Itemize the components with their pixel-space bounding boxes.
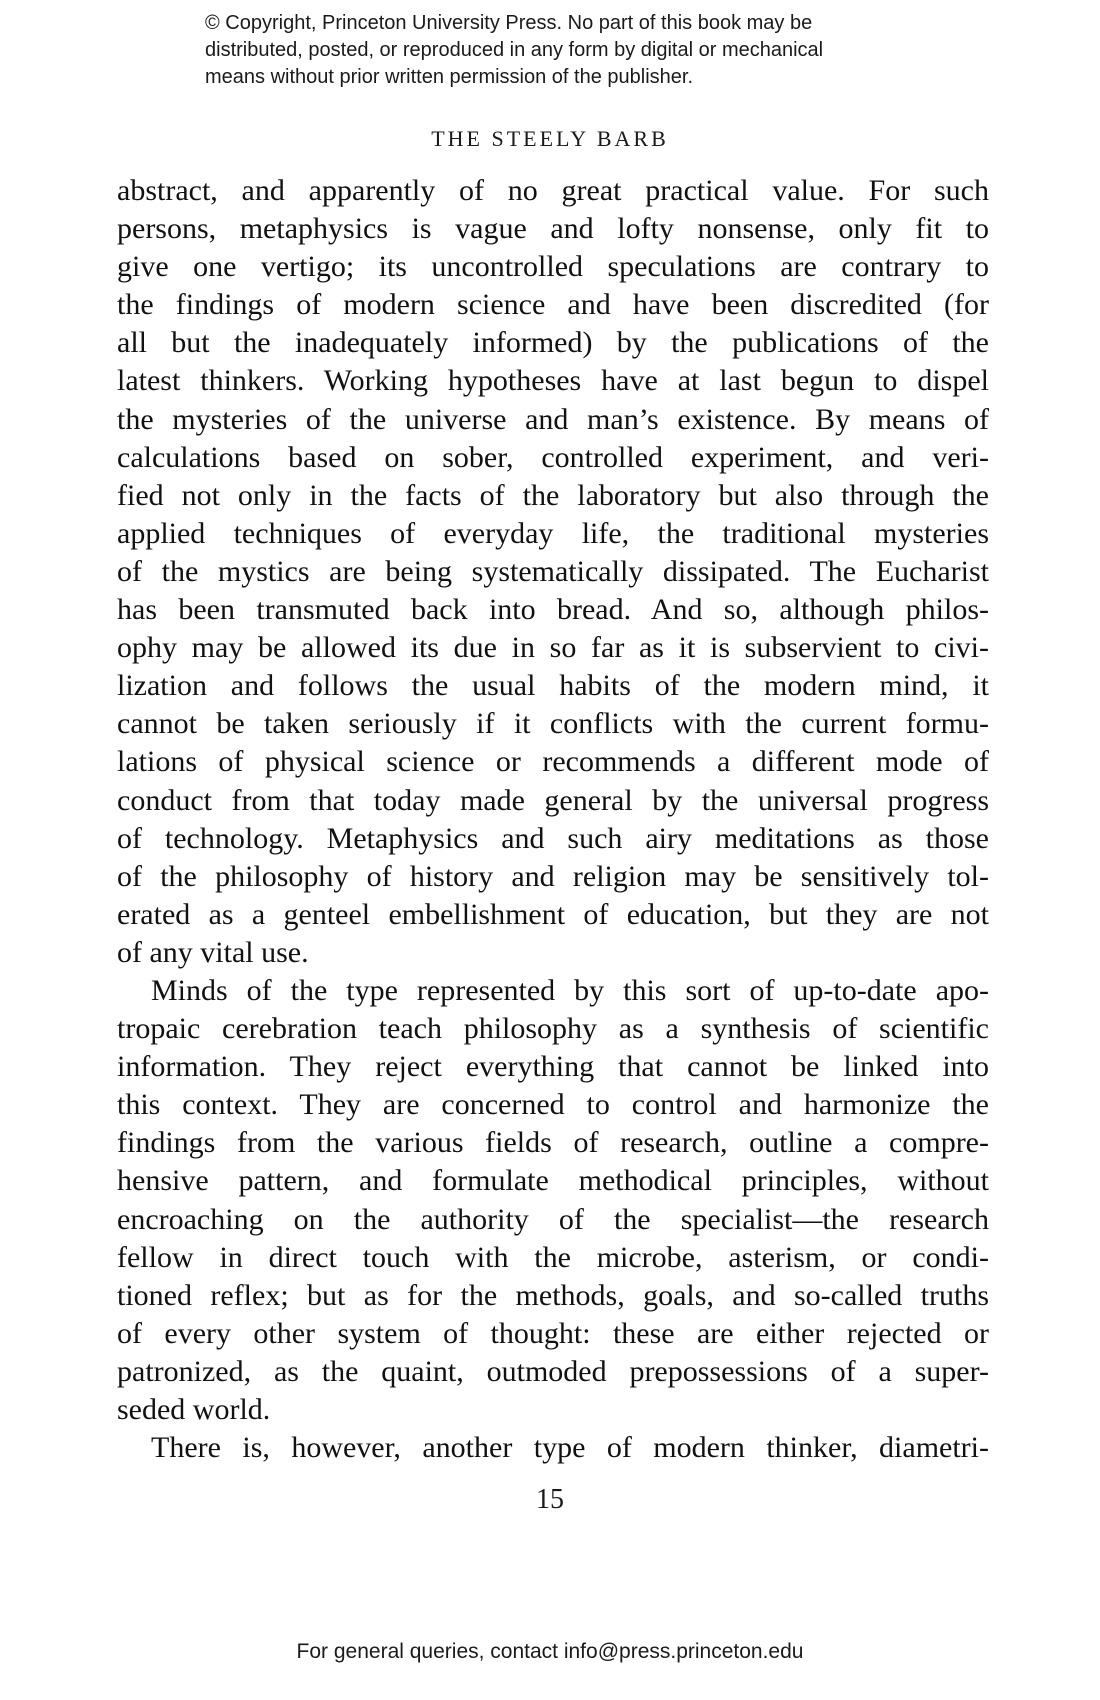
text-line: abstract, and apparently of no great practical value. For such (117, 174, 989, 207)
text-line: cannot be taken seriously if it conflicts with the current formu- (117, 707, 989, 741)
text-line: lations of physical science or recommends a different mode of (117, 745, 989, 779)
copyright-line: distributed, posted, or reproduced in any form by digital or mechanical (205, 39, 824, 61)
text-line: patronized, as the quaint, outmoded prepossessions of a super- (117, 1354, 989, 1388)
text-line: Minds of the type represented by this sort of up-to-date apo- (151, 973, 989, 1007)
text-line: fellow in direct touch with the microbe, asterism, or condi- (117, 1240, 989, 1274)
text-line: ophy may be allowed its due in so far as it is subservient to civi- (117, 631, 989, 665)
running-head: THE STEELY BARB (431, 126, 669, 151)
copyright-line: means without prior written permission of the publisher. (205, 66, 694, 88)
text-line: all but the inadequately informed) by the publications of the (117, 326, 989, 360)
paragraph (117, 972, 989, 1429)
text-line: the findings of modern science and have been discredited (for (117, 288, 989, 322)
text-line: There is, however, another type of modern thinker, diametri- (151, 1431, 989, 1465)
text-line: conduct from that today made general by the universal progress (117, 783, 989, 817)
text-line: applied techniques of everyday life, the traditional mysteries (117, 516, 989, 550)
text-line: of the philosophy of history and religion may be sensitively tol- (117, 859, 989, 893)
copyright-line: © Copyright, Princeton University Press. No part of this book may be (205, 12, 813, 34)
text-line: information. They reject everything that cannot be linked into (117, 1050, 989, 1084)
text-line: erated as a genteel embellishment of education, but they are not (117, 897, 989, 931)
paragraph (117, 172, 989, 972)
text-line: the mysteries of the universe and man’s existence. By means of (117, 402, 989, 436)
text-line: fied not only in the facts of the laboratory but also through the (117, 478, 989, 512)
text-line: of technology. Metaphysics and such airy meditations as those (117, 821, 989, 855)
text-line: of the mystics are being systematically dissipated. The Eucharist (117, 554, 989, 588)
copyright-notice (205, 10, 925, 91)
text-line: give one vertigo; its uncontrolled speculations are contrary to (117, 250, 989, 284)
text-line: calculations based on sober, controlled experiment, and veri- (117, 440, 989, 474)
paragraph (117, 1429, 989, 1467)
text-line: findings from the various fields of research, outline a compre- (117, 1126, 989, 1160)
page-number: 15 (536, 1484, 564, 1515)
text-line: hensive pattern, and formulate methodical principles, without (117, 1164, 989, 1198)
text-line: this context. They are concerned to control and harmonize the (117, 1088, 989, 1122)
text-line: lization and follows the usual habits of the modern mind, it (117, 669, 989, 703)
text-line: seded world. (117, 1393, 271, 1426)
text-line: persons, metaphysics is vague and lofty nonsense, only fit to (117, 212, 989, 246)
text-line: encroaching on the authority of the specialist—the research (117, 1202, 989, 1236)
text-line: of any vital use. (117, 935, 309, 969)
text-line: of every other system of thought: these are either rejected or (117, 1316, 989, 1350)
text-line: latest thinkers. Working hypotheses have at last begun to dispel (117, 364, 989, 398)
text-line: tropaic cerebration teach philosophy as a synthesis of scientific (117, 1012, 989, 1046)
text-line: tioned reflex; but as for the methods, goals, and so-called truths (117, 1278, 989, 1312)
footer-contact: For general queries, contact info@press.princeton.edu (296, 1640, 804, 1663)
body-text (117, 172, 989, 1467)
text-line: has been transmuted back into bread. And so, although philos- (117, 593, 989, 627)
